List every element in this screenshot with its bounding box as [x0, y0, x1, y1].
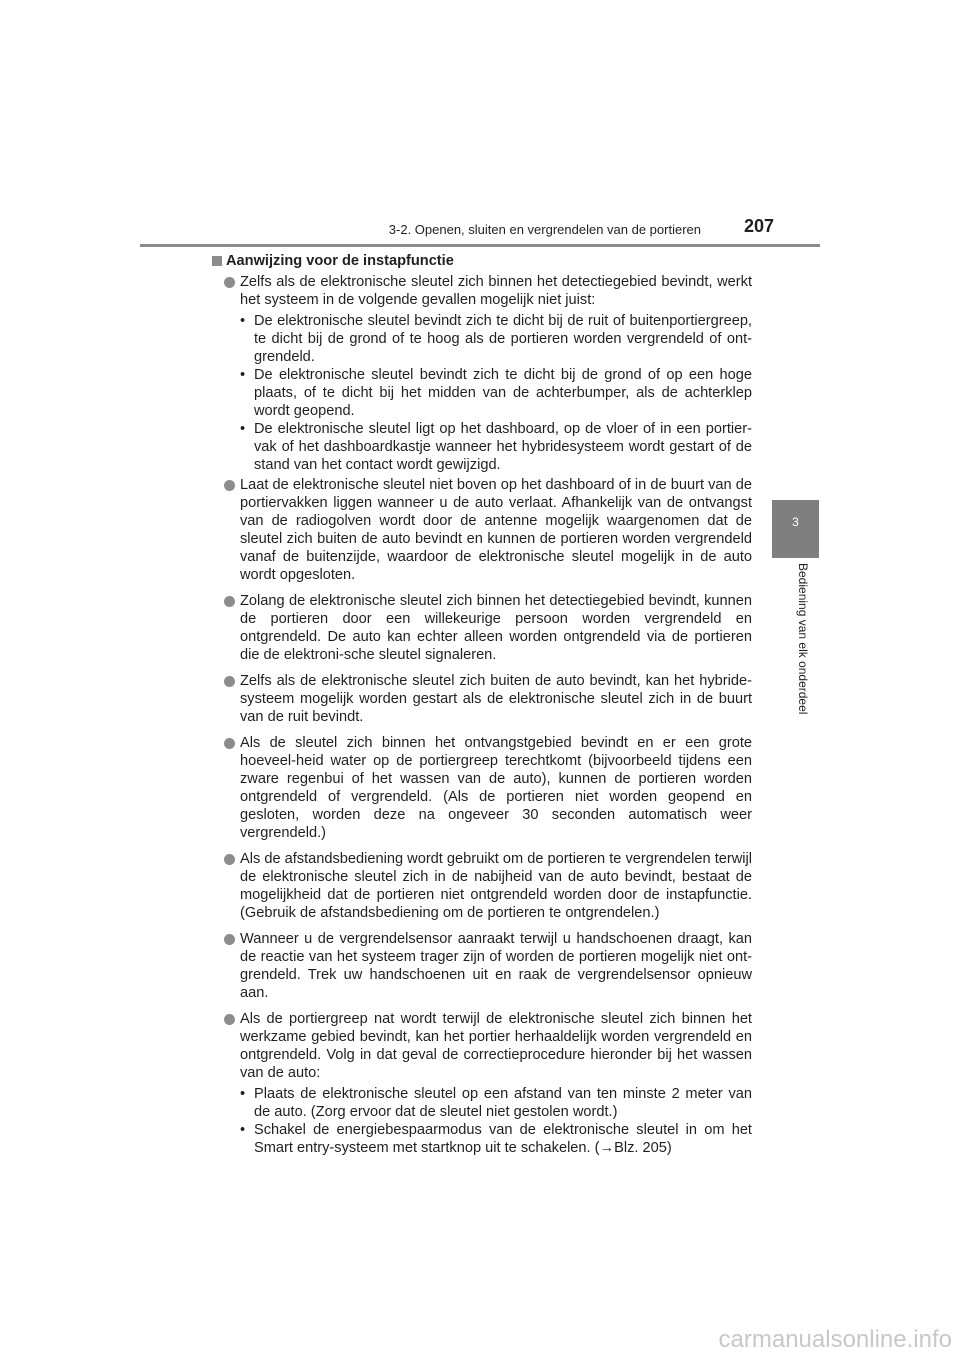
chapter-label: Bediening van elk onderdeel: [796, 563, 810, 715]
watermark-brand: carmanualsonline: [718, 1326, 907, 1353]
square-bullet-icon: [212, 256, 222, 266]
circle-bullet-icon: [224, 854, 235, 865]
circle-bullet-icon: [224, 676, 235, 687]
sub-list-item: • De elektronische sleutel ligt op het dashboard, op de vloer of in een portier-vak of het dashboardkastje wanneer het hybridesysteem wordt gestart of de stand van het contact wordt gewijzigd.: [212, 420, 752, 474]
list-item: Zelfs als de elektronische sleutel zich buiten de auto bevindt, kan het hybride-systeem mogelijk worden gestart als de elektronische sleutel zich in de buurt van de ruit bevindt.: [212, 672, 752, 726]
page-header: [140, 216, 820, 246]
list-item: Zelfs als de elektronische sleutel zich binnen het detectiegebied bevindt, werkt het systeem in de volgende gevallen mogelijk niet juist:: [212, 273, 752, 309]
section-heading: [212, 252, 752, 270]
section-title: 3-2. Openen, sluiten en vergrendelen van de portieren: [388, 222, 701, 237]
page-content: [212, 252, 752, 1157]
watermark-tld: info: [913, 1326, 952, 1353]
chapter-tab: [772, 500, 819, 558]
circle-bullet-icon: [224, 480, 235, 491]
list-item: Als de portiergreep nat wordt terwijl de elektronische sleutel zich binnen het werkzame gebied bevindt, kan het portier herhaaldelijk worden vergrendeld en ontgrendeld. Volg in dat geval de correctieprocedure hieronder bij het wassen van de auto:: [212, 1010, 752, 1082]
circle-bullet-icon: [224, 934, 235, 945]
circle-bullet-icon: [224, 596, 235, 607]
sub-list: [212, 312, 752, 474]
list-item: Zolang de elektronische sleutel zich binnen het detectiegebied bevindt, kunnen de portieren door een willekeurige persoon worden vergrendeld en ontgrendeld. De auto kan echter alleen worden ontgrendeld via de portieren die de elektroni-sche sleutel signaleren.: [212, 592, 752, 664]
header-rule: [140, 244, 820, 247]
list-item: Laat de elektronische sleutel niet boven op het dashboard of in de buurt van de portiervakken liggen wanneer u de auto verlaat. Afhankelijk van de ontvangst van de radiogolven wordt door de antenne mogelijk waargenomen dat de sleutel zich buiten de auto bevindt en kunnen de portieren worden vergrendeld vanaf de buitenzijde, waardoor de elektronische sleutel mogelijk in de auto wordt opgesloten.: [212, 476, 752, 584]
list-item: Wanneer u de vergrendelsensor aanraakt terwijl u handschoenen draagt, kan de reactie van het systeem trager zijn of worden de portieren mogelijk niet ont-grendeld. Trek uw handschoenen uit en raak de vergrendelsensor opnieuw aan.: [212, 930, 752, 1002]
circle-bullet-icon: [224, 738, 235, 749]
circle-bullet-icon: [224, 277, 235, 288]
chapter-number: 3: [792, 515, 799, 529]
section-heading-text: Aanwijzing voor de instapfunctie: [226, 253, 454, 269]
sub-list-item: • De elektronische sleutel bevindt zich te dicht bij de grond of op een hoge plaats, of te dicht bij het midden van de achterbumper, als de achterklep wordt geopend.: [212, 366, 752, 420]
watermark-logo[interactable]: carmanualsonline.info: [718, 1326, 952, 1353]
list-item: Als de sleutel zich binnen het ontvangstgebied bevindt en er een grote hoeveel-heid water op de portiergreep terechtkomt (bijvoorbeeld tijdens een zware regenbui of het wassen van de auto), kunnen de portieren worden ontgrendeld of vergrendeld. (Als de portieren niet worden geopend en gesloten, worden deze na ongeveer 30 seconden automatisch weer vergrendeld.): [212, 734, 752, 842]
page-number: 207: [743, 216, 774, 236]
circle-bullet-icon: [224, 1014, 235, 1025]
list-item: Als de afstandsbediening wordt gebruikt om de portieren te vergrendelen terwijl de elektronische sleutel zich in de nabijheid van de auto bevindt, bestaat de mogelijkheid dat de portieren niet ontgrendeld worden door de instapfunctie. (Gebruik de afstandsbediening om de portieren te ontgrendelen.): [212, 850, 752, 922]
sub-list-item: • Plaats de elektronische sleutel op een afstand van ten minste 2 meter van de auto. (Zorg ervoor dat de sleutel niet gestolen wordt.): [212, 1085, 752, 1121]
sub-list-item: • Schakel de energiebespaarmodus van de elektronische sleutel in om het Smart entry-systeem met startknop uit te schakelen. (→Blz. 205): [212, 1121, 752, 1157]
sub-list-item: • De elektronische sleutel bevindt zich te dicht bij de ruit of buitenportiergreep, te dicht bij de grond of te hoog als de portieren worden vergrendeld of ont-grendeld.: [212, 312, 752, 366]
sub-list: [212, 1085, 752, 1157]
